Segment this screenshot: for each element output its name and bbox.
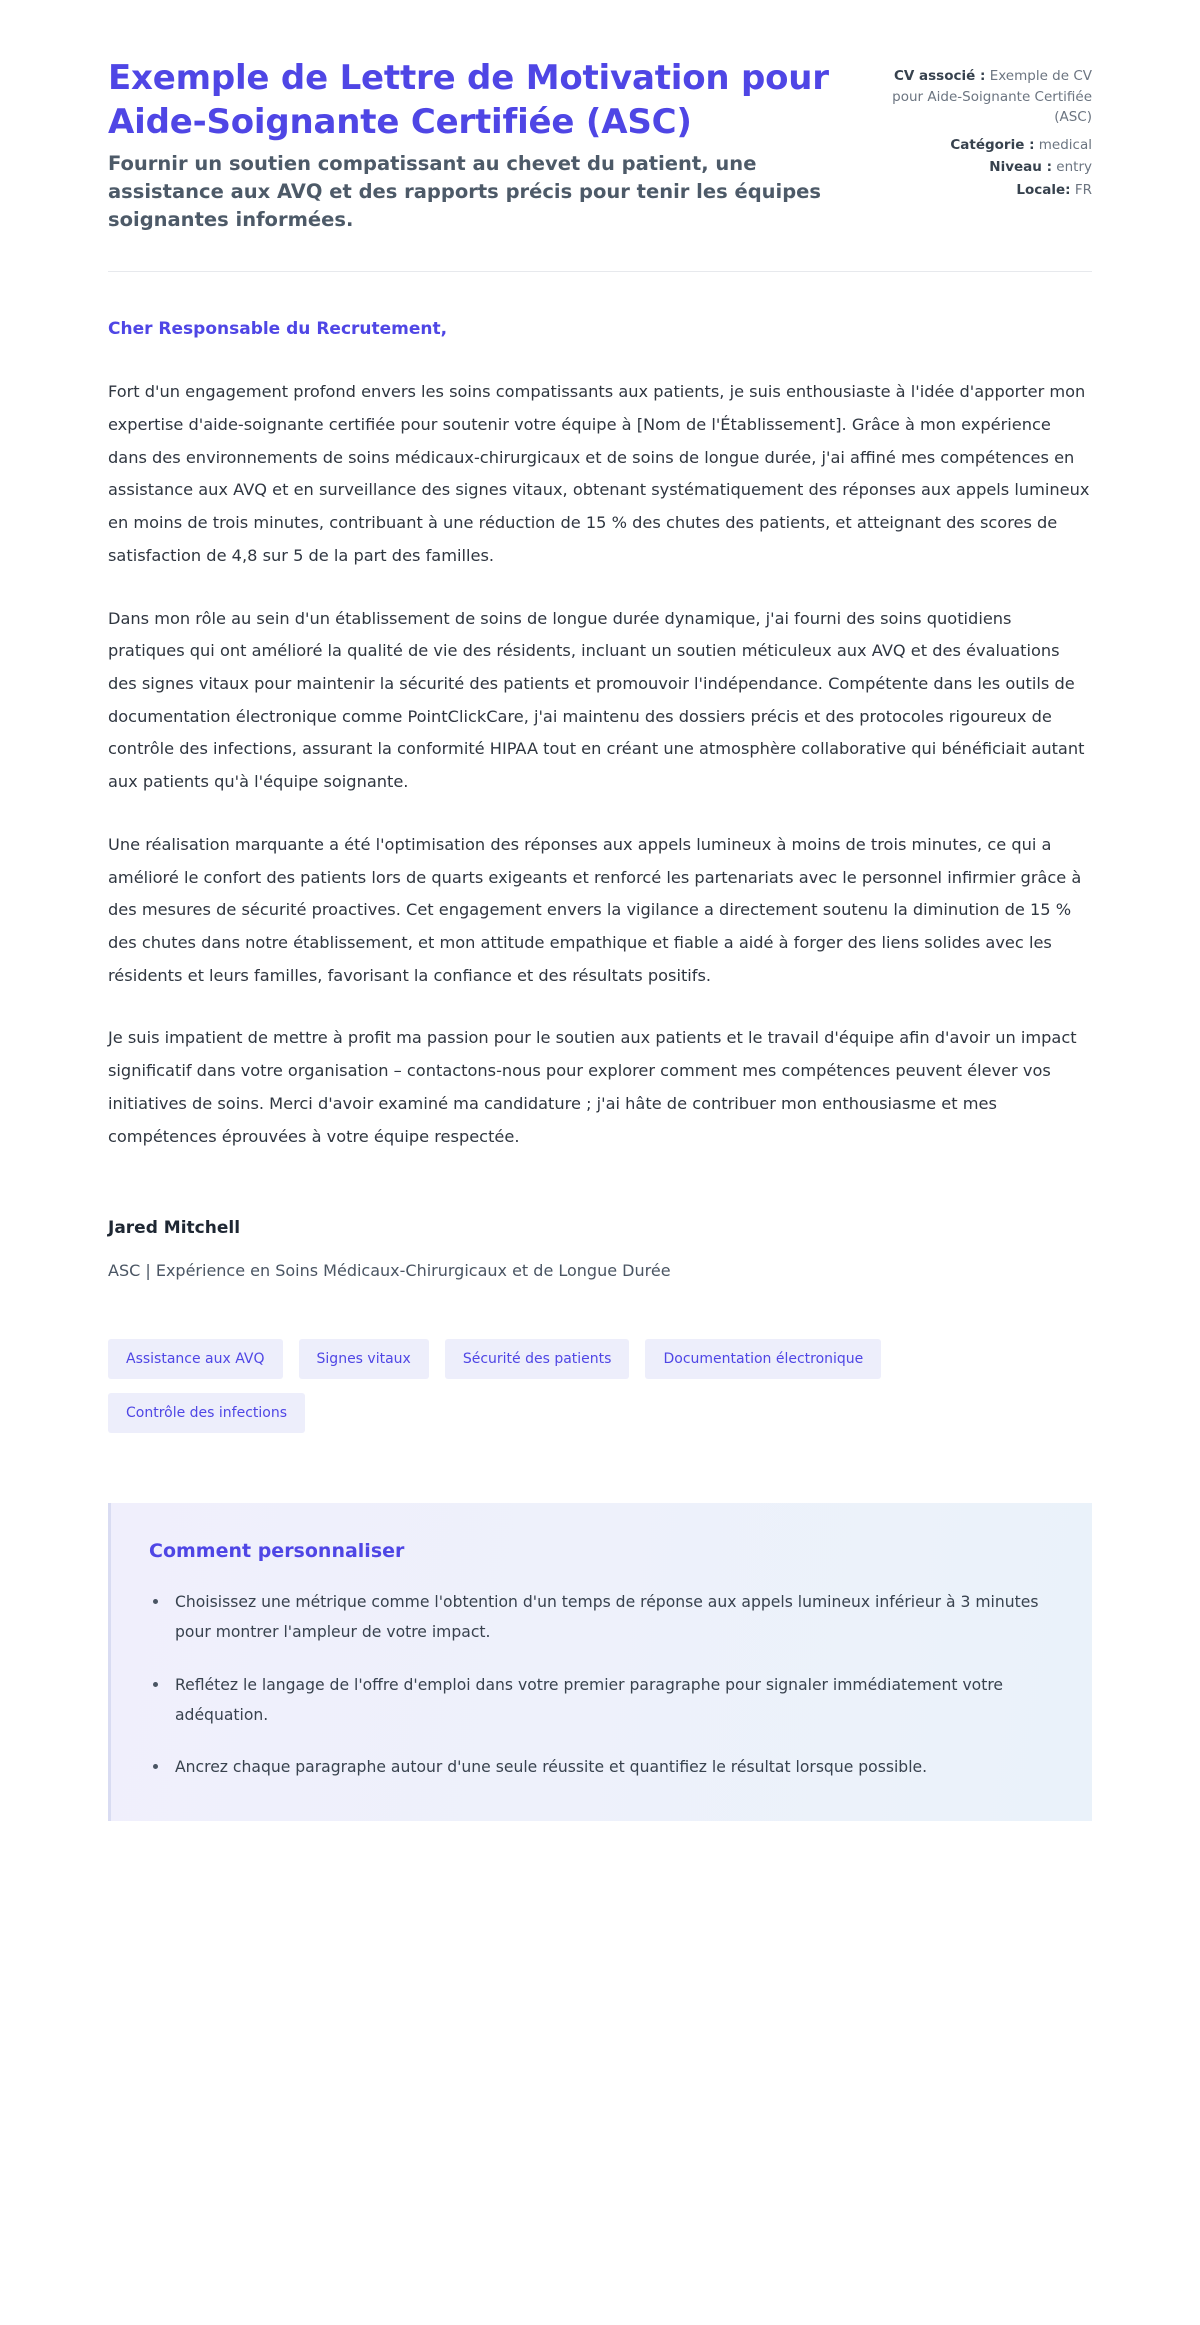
letter-paragraph: Je suis impatient de mettre à profit ma passion pour le soutien aux patients et le travail d'équipe afin d'avoir un impact significatif dans votre organisation – contactons-nous pour explorer comment mes compétences peuvent élever vos initiatives de soins. Merci d'avoir examiné ma candidature ; j'ai hâte de contribuer mon enthousiasme et mes compétences éprouvées à votre équipe respectée. [108, 1028, 1077, 1146]
letter-paragraph: Une réalisation marquante a été l'optimisation des réponses aux appels lumineux à moins de trois minutes, ce qui a amélioré le confort des patients lors de quarts exigeants et renforcé les partenariats avec le personnel infirmier grâce à des mesures de sécurité proactives. Cet engagement envers la vigilance a directement soutenu la diminution de 15 % des chutes dans notre établissement, et mon attitude empathique et fiable a aidé à forger des liens solides avec les résidents et leurs familles, favorisant la confiance et des résultats positifs. [108, 834, 1082, 985]
document-metadata [882, 56, 1092, 202]
meta-value-level: entry [1056, 159, 1092, 176]
meta-value-associated-cv: Exemple de CV pour Aide-Soignante Certifiée (ASC) [892, 68, 1092, 126]
meta-row-level [882, 157, 1092, 178]
signature-name: Jared Mitchell [108, 1218, 241, 1239]
meta-label-locale: Locale: [1016, 181, 1071, 198]
callout-tip-item [149, 1752, 1052, 1782]
skill-tag-list [108, 1339, 1008, 1433]
letter-paragraph: Fort d'un engagement profond envers les soins compatissants aux patients, je suis enthousiaste à l'idée d'apporter mon expertise d'aide-soignante certifiée pour soutenir votre équipe à [Nom de l'Établissement]. Grâce à mon expérience dans des environnements de soins médicaux-chirurgicaux et de soins de longue durée, j'ai affiné mes compétences en assistance aux AVQ et en surveillance des signes vitaux, obtenant systématiquement des réponses aux appels lumineux en moins de trois minutes, contribuant à une réduction de 15 % des chutes des patients, et atteignant des scores de satisfaction de 4,8 sur 5 de la part des familles. [108, 382, 1090, 565]
letter-body [108, 272, 1092, 1153]
header-text-group [108, 56, 852, 233]
signature-role: ASC | Expérience en Soins Médicaux-Chirurgicaux et de Longue Durée [108, 1261, 671, 1281]
bullet-dot-icon [153, 1682, 158, 1687]
callout-tip-text: Ancrez chaque paragraphe autour d'une seule réussite et quantifiez le résultat lorsque possible. [175, 1758, 928, 1777]
meta-row-locale [882, 180, 1092, 201]
meta-value-locale: FR [1074, 181, 1092, 198]
callout-tip-item [149, 1587, 1052, 1648]
page-subtitle: Fournir un soutien compatissant au chevet du patient, une assistance aux AVQ et des rapports précis pour tenir les équipes soignantes informées. [108, 152, 822, 231]
callout-tip-text: Choisissez une métrique comme l'obtention d'un temps de réponse aux appels lumineux inférieur à 3 minutes pour montrer l'ampleur de votre impact. [175, 1592, 1039, 1642]
skill-tag[interactable]: Signes vitaux [299, 1339, 429, 1379]
callout-tip-item [149, 1670, 1052, 1731]
callout-tip-list [149, 1587, 1052, 1783]
bullet-dot-icon [153, 1764, 158, 1769]
meta-row-category [882, 135, 1092, 156]
meta-label-category: Catégorie : [950, 136, 1035, 153]
skill-tag[interactable]: Documentation électronique [645, 1339, 881, 1379]
bullet-dot-icon [153, 1599, 158, 1604]
meta-label-level: Niveau : [989, 159, 1052, 176]
skill-tag[interactable]: Sécurité des patients [445, 1339, 630, 1379]
letter-paragraph: Dans mon rôle au sein d'un établissement de soins de longue durée dynamique, j'ai fourni des soins quotidiens pratiques qui ont amélioré la qualité de vie des résidents, incluant un soutien méticuleux aux AVQ et des évaluations des signes vitaux pour maintenir la sécurité des patients et promouvoir l'indépendance. Compétente dans les outils de documentation électronique comme PointClickCare, j'ai maintenu des dossiers précis et des protocoles rigoureux de contrôle des infections, assurant la conformité HIPAA tout en créant une atmosphère collaborative qui bénéficiait autant aux patients qu'à l'équipe soignante. [108, 608, 1085, 792]
customization-callout [108, 1503, 1092, 1821]
meta-row-associated-cv [882, 66, 1092, 128]
letter-salutation: Cher Responsable du Recrutement, [108, 319, 448, 340]
callout-tip-text: Reflétez le langage de l'offre d'emploi dans votre premier paragraphe pour signaler immédiatement votre adéquation. [175, 1675, 1003, 1724]
signature-block [108, 1217, 1092, 1283]
skill-tag[interactable]: Contrôle des infections [108, 1393, 305, 1433]
document-header [108, 0, 1092, 233]
meta-value-category: medical [1038, 136, 1092, 153]
skill-tag[interactable]: Assistance aux AVQ [108, 1339, 283, 1379]
callout-title: Comment personnaliser [149, 1540, 405, 1563]
meta-label-associated-cv: CV associé : [893, 68, 986, 84]
page-title: Exemple de Lettre de Motivation pour Aide-Soignante Certifiée (ASC) [108, 58, 829, 143]
